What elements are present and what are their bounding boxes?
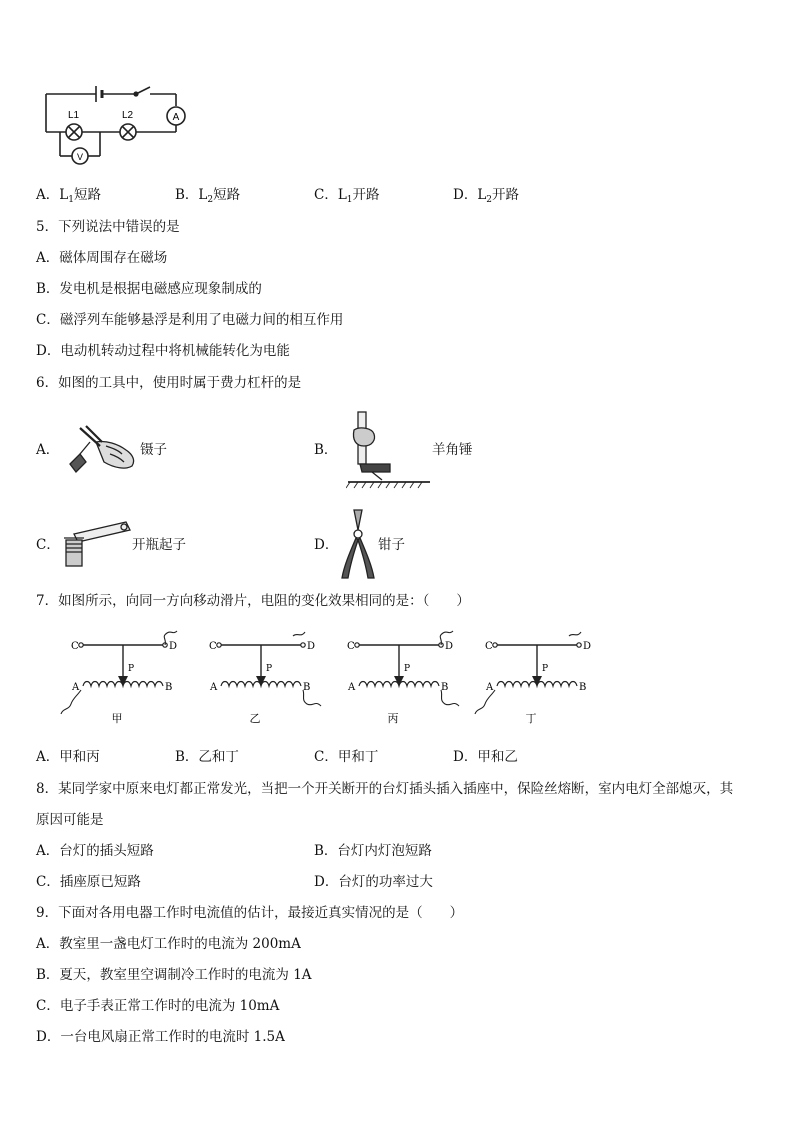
q7-option-d[interactable]: D．甲和乙	[453, 749, 518, 765]
circuit-diagram	[40, 84, 190, 166]
terminal-d-label: D	[307, 641, 316, 652]
terminal-b-label: B	[441, 682, 449, 693]
terminal-a-label: A	[72, 682, 80, 693]
rheostat-figure-2	[209, 632, 321, 725]
q9-option-d[interactable]: D．一台电风扇正常工作时的电流时 1.5A	[36, 1029, 285, 1045]
q6-option-d-label: 钳子	[378, 537, 405, 553]
figure-label: 丁	[525, 712, 537, 725]
q7-rheostat-figures	[55, 628, 595, 726]
q4-option-d[interactable]	[453, 186, 519, 209]
figure-label: 乙	[249, 712, 261, 725]
q4-a-text: 短路	[73, 187, 101, 203]
rheostat-figure-1	[61, 631, 177, 725]
q4-a-sub: 1	[68, 195, 74, 205]
l1-label: L1	[68, 110, 80, 121]
q8-option-a[interactable]: A．台灯的插头短路	[36, 843, 154, 859]
q6-stem: 6．如图的工具中，使用时属于费力杠杆的是	[36, 375, 302, 391]
q8-stem-line1: 8．某同学家中原来电灯都正常发光，当把一个开关断开的台灯插头插入插座中，保险丝熔断，室内电灯全部熄灭，其	[36, 781, 734, 797]
q7-option-c[interactable]: C．甲和丁	[314, 749, 379, 765]
lead-wire-c	[569, 632, 581, 636]
terminal-a-label: A	[210, 682, 218, 693]
q8-option-d[interactable]: D．台灯的功率过大	[314, 874, 433, 890]
ammeter-label: A	[172, 112, 180, 123]
q8-option-c[interactable]: C．插座原已短路	[36, 874, 141, 890]
q7-stem: 7．如图所示，向同一方向移动滑片，电阻的变化效果相同的是：（ ）	[36, 593, 470, 609]
q6-option-c-label: 开瓶起子	[132, 537, 186, 553]
l2-label: L2	[122, 110, 134, 121]
q5-option-d[interactable]: D．电动机转动过程中将机械能转化为电能	[36, 343, 290, 359]
terminal-a-label: A	[486, 682, 494, 693]
claw-hammer-image	[346, 410, 430, 490]
q4-option-c[interactable]	[314, 186, 380, 209]
lead-wire-a	[61, 690, 81, 714]
rheostat-figure-3	[347, 631, 459, 725]
rheostat-figure-4	[475, 632, 591, 725]
q8-option-b[interactable]: B．台灯内灯泡短路	[314, 843, 432, 859]
q6-option-c-letter[interactable]: C．	[36, 537, 60, 553]
lead-wire-a	[475, 690, 495, 714]
q4-d-text: 开路	[492, 187, 520, 203]
pliers-image	[336, 508, 380, 580]
q4-b-prefix: B．L	[175, 187, 208, 203]
terminal-d-label: D	[169, 641, 178, 652]
q4-a-prefix: A．L	[36, 187, 69, 203]
switch-lever	[136, 87, 150, 94]
terminal-c-label: C	[347, 641, 355, 652]
q6-option-b-letter[interactable]: B．	[314, 442, 338, 458]
q4-option-a[interactable]	[36, 186, 101, 209]
figure-label: 丙	[387, 712, 399, 725]
terminal-d-label: D	[445, 641, 454, 652]
q7-option-a[interactable]: A．甲和丙	[36, 749, 100, 765]
q5-option-c[interactable]: C．磁浮列车能够悬浮是利用了电磁力间的相互作用	[36, 312, 344, 328]
q9-option-c[interactable]: C．电子手表正常工作时的电流为 10mA	[36, 998, 280, 1014]
terminal-c-label: C	[71, 641, 79, 652]
q4-c-prefix: C．L	[314, 187, 347, 203]
q4-b-sub: 2	[207, 195, 214, 205]
q6-option-b-label: 羊角锤	[432, 442, 473, 458]
slider-p-label: P	[128, 664, 135, 674]
q6-option-a-letter[interactable]: A．	[36, 442, 60, 458]
q4-d-prefix: D．L	[453, 187, 487, 203]
terminal-b-label: B	[165, 682, 173, 693]
bottle-opener-image	[60, 518, 136, 568]
q5-stem: 5．下列说法中错误的是	[36, 219, 180, 235]
q8-stem-line2: 原因可能是	[36, 812, 104, 828]
q9-option-b[interactable]: B．夏天，教室里空调制冷工作时的电流为 1A	[36, 967, 312, 983]
terminal-d-label: D	[583, 641, 592, 652]
q5-option-a[interactable]: A．磁体周围存在磁场	[36, 250, 168, 266]
slider-p-label: P	[542, 664, 549, 674]
q4-c-sub: 1	[346, 195, 353, 205]
q9-stem: 9．下面对各用电器工作时电流值的估计，最接近真实情况的是（ ）	[36, 905, 464, 921]
terminal-a-label: A	[348, 682, 356, 693]
q6-option-d-letter[interactable]: D．	[314, 537, 339, 553]
terminal-b-label: B	[303, 682, 311, 693]
q6-option-a-label: 镊子	[140, 442, 167, 458]
q4-option-b[interactable]	[175, 186, 240, 209]
terminal-c-label: C	[209, 641, 217, 652]
slider-p-label: P	[266, 664, 273, 674]
voltmeter-label: V	[76, 152, 84, 162]
lead-wire-c	[293, 632, 305, 636]
terminal-b-label: B	[579, 682, 587, 693]
figure-label: 甲	[111, 712, 123, 725]
tweezers-image	[66, 420, 142, 480]
q7-option-b[interactable]: B．乙和丁	[175, 749, 239, 765]
q4-c-text: 开路	[352, 187, 380, 203]
slider-p-label: P	[404, 664, 411, 674]
q4-d-sub: 2	[486, 195, 493, 205]
q4-b-text: 短路	[213, 187, 241, 203]
q5-option-b[interactable]: B．发电机是根据电磁感应现象制成的	[36, 281, 262, 297]
terminal-c-label: C	[485, 641, 493, 652]
q9-option-a[interactable]: A．教室里一盏电灯工作时的电流为 200mA	[36, 936, 301, 952]
